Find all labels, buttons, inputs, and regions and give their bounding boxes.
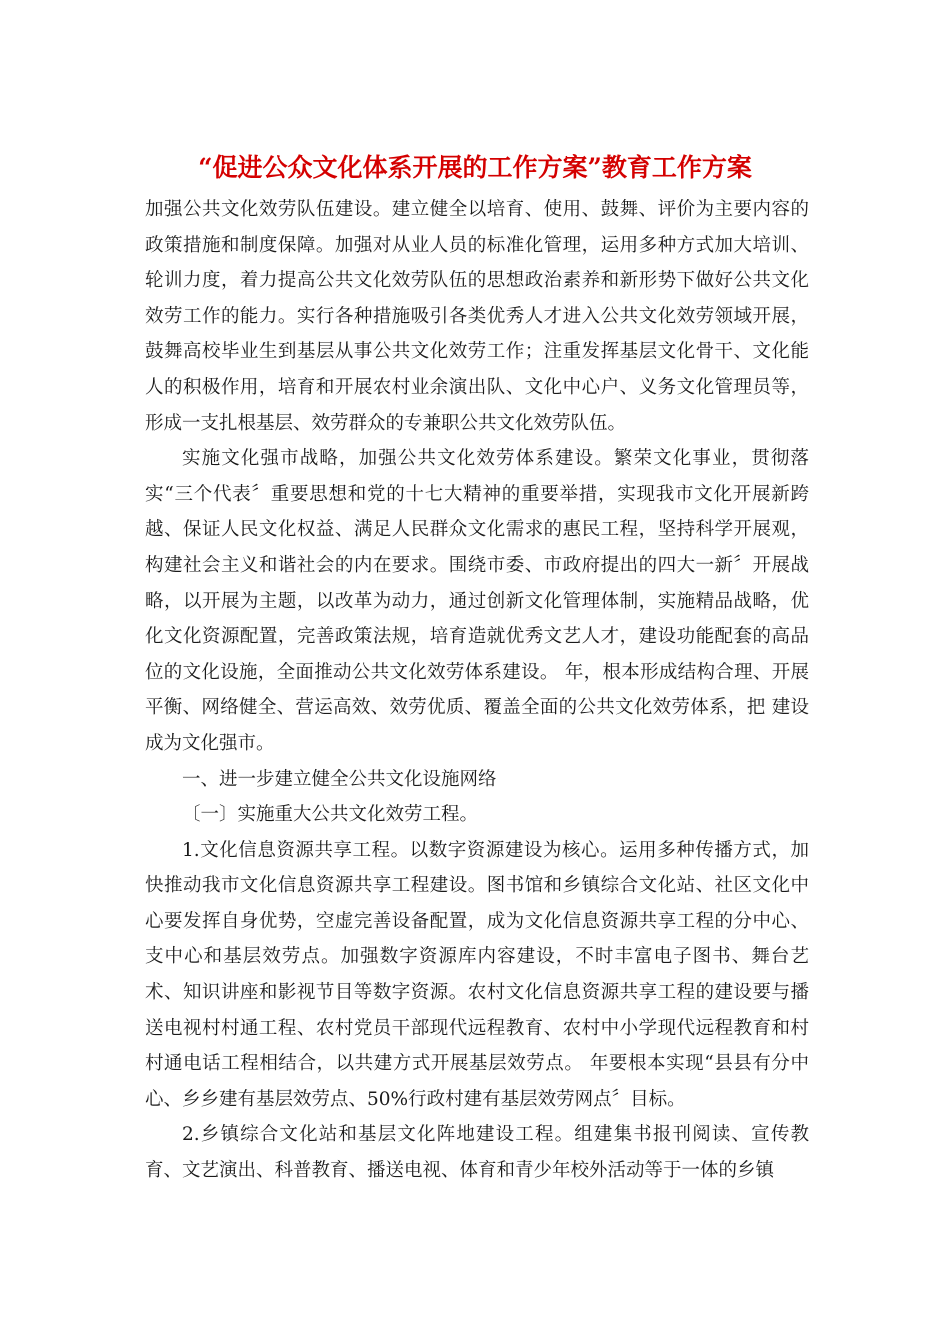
paragraph-item-2: 2.乡镇综合文化站和基层文化阵地建设工程。组建集书报刊阅读、宣传教育、文艺演出、科普教育、播送电视、体育和青少年校外活动等于一体的乡镇 <box>145 1124 809 1182</box>
document-title: “促进公众文化体系开展的工作方案”教育工作方案 <box>198 153 752 182</box>
paragraph-team-building: 加强公共文化效劳队伍建设。建立健全以培育、使用、鼓舞、评价为主要内容的政策措施和制度保障。加强对从业人员的标准化管理，运用多种方式加大培训、轮训力度，着力提高公共文化效劳队伍的思想政治素养和新形势下做好公共文化效劳工作的能力。实行各种措施吸引各类优秀人才进入公共文化效劳领域开展，鼓舞高校毕业生到基层从事公共文化效劳工作；注重发挥基层文化骨干、文化能人的积极作用，培育和开展农村业余演出队、文化中心户、义务文化管理员等，形成一支扎根基层、效劳群众的专兼职公共文化效劳队伍。 <box>145 199 809 434</box>
paragraph-item-1: 1.文化信息资源共享工程。以数字资源建设为核心。运用多种传播方式，加快推动我市文化信息资源共享工程建设。图书馆和乡镇综合文化站、社区文化中心要发挥自身优势，空虚完善设备配置，成为文化信息资源共享工程的分中心、支中心和基层效劳点。加强数字资源库内容建设，不时丰富电子图书、舞台艺术、知识讲座和影视节目等数字资源。农村文化信息资源共享工程的建设要与播送电视村村通工程、农村党员干部现代远程教育、农村中小学现代远程教育和村村通电话工程相结合，以共建方式开展基层效劳点。 年要根本实现“县县有分中心、乡乡建有基层效劳点、50%行政村建有基层效劳网点〞目标。 <box>145 839 809 1110</box>
document-body <box>145 192 809 1189</box>
section-heading-1: 一、进一步建立健全公共文化设施网络 <box>182 768 497 790</box>
paragraph-strategy: 实施文化强市战略，加强公共文化效劳体系建设。繁荣文化事业，贯彻落实“三个代表〞重要思想和党的十七大精神的重要举措，实现我市文化开展新跨越、保证人民文化权益、满足人民群众文化需求的惠民工程，坚持科学开展观，构建社会主义和谐社会的内在要求。围绕市委、市政府提出的四大一新〞开展战略，以开展为主题，以改革为动力，通过创新文化管理体制，实施精品战略，优化文化资源配置，完善政策法规，培育造就优秀文艺人才，建设功能配套的高品位的文化设施，全面推动公共文化效劳体系建设。 年，根本形成结构合理、开展平衡、网络健全、营运高效、效劳优质、覆盖全面的公共文化效劳体系，把 建设成为文化强市。 <box>145 448 809 754</box>
subsection-heading-1: 〔一〕实施重大公共文化效劳工程。 <box>182 804 479 826</box>
